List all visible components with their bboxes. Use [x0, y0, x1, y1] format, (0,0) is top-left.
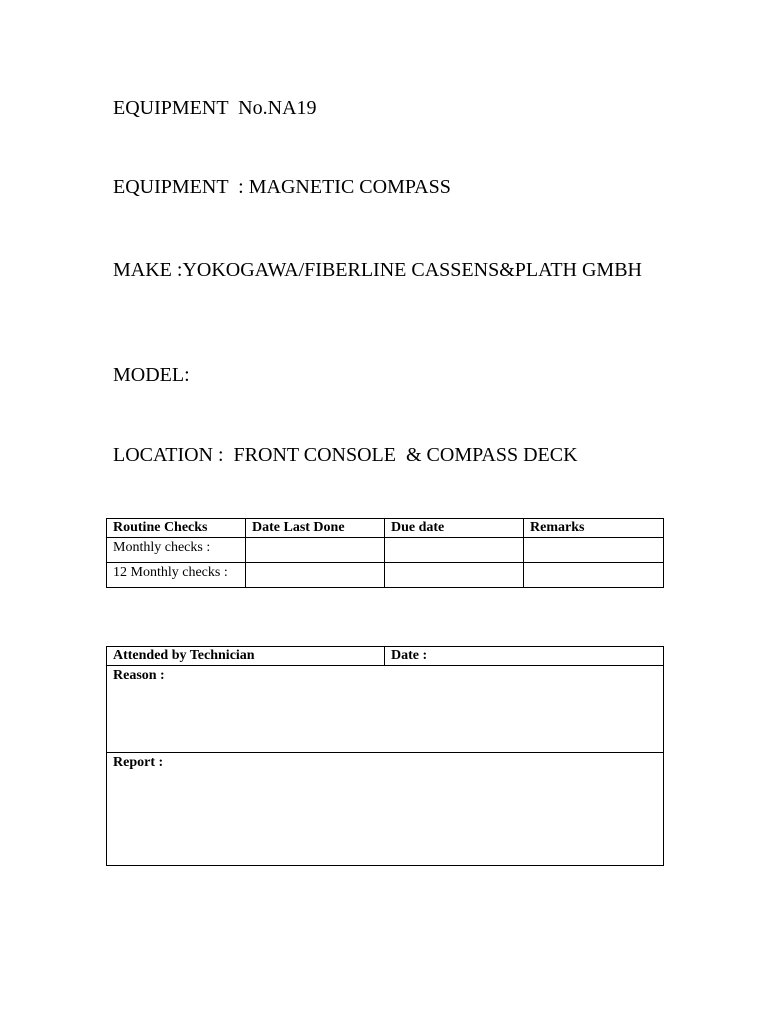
technician-table — [106, 646, 664, 866]
equipment-model: MODEL: — [113, 364, 190, 386]
report-row — [107, 753, 664, 866]
table-row — [107, 563, 664, 588]
attended-by-technician-label: Attended by Technician — [107, 647, 385, 666]
reason-label: Reason : — [113, 668, 165, 683]
technician-header-row — [107, 647, 664, 666]
equipment-name: EQUIPMENT : MAGNETIC COMPASS — [113, 176, 451, 198]
due-date-cell[interactable] — [385, 563, 524, 588]
equipment-location: LOCATION : FRONT CONSOLE & COMPASS DECK — [113, 444, 578, 466]
report-field[interactable] — [107, 753, 664, 866]
column-header-routine-checks: Routine Checks — [107, 519, 246, 538]
equipment-number: EQUIPMENT No.NA19 — [113, 97, 317, 119]
reason-row — [107, 666, 664, 753]
report-label: Report : — [113, 755, 164, 770]
remarks-cell[interactable] — [524, 563, 664, 588]
column-header-date-last-done: Date Last Done — [246, 519, 385, 538]
column-header-due-date: Due date — [385, 519, 524, 538]
remarks-cell[interactable] — [524, 538, 664, 563]
date-last-done-cell[interactable] — [246, 538, 385, 563]
table-row — [107, 538, 664, 563]
reason-field[interactable] — [107, 666, 664, 753]
date-last-done-cell[interactable] — [246, 563, 385, 588]
equipment-make: MAKE :YOKOGAWA/FIBERLINE CASSENS&PLATH GMBH — [113, 259, 642, 281]
date-label: Date : — [385, 647, 664, 666]
routine-check-label: 12 Monthly checks : — [107, 563, 246, 588]
routine-check-label: Monthly checks : — [107, 538, 246, 563]
table-header-row — [107, 519, 664, 538]
routine-checks-table — [106, 518, 664, 588]
column-header-remarks: Remarks — [524, 519, 664, 538]
due-date-cell[interactable] — [385, 538, 524, 563]
